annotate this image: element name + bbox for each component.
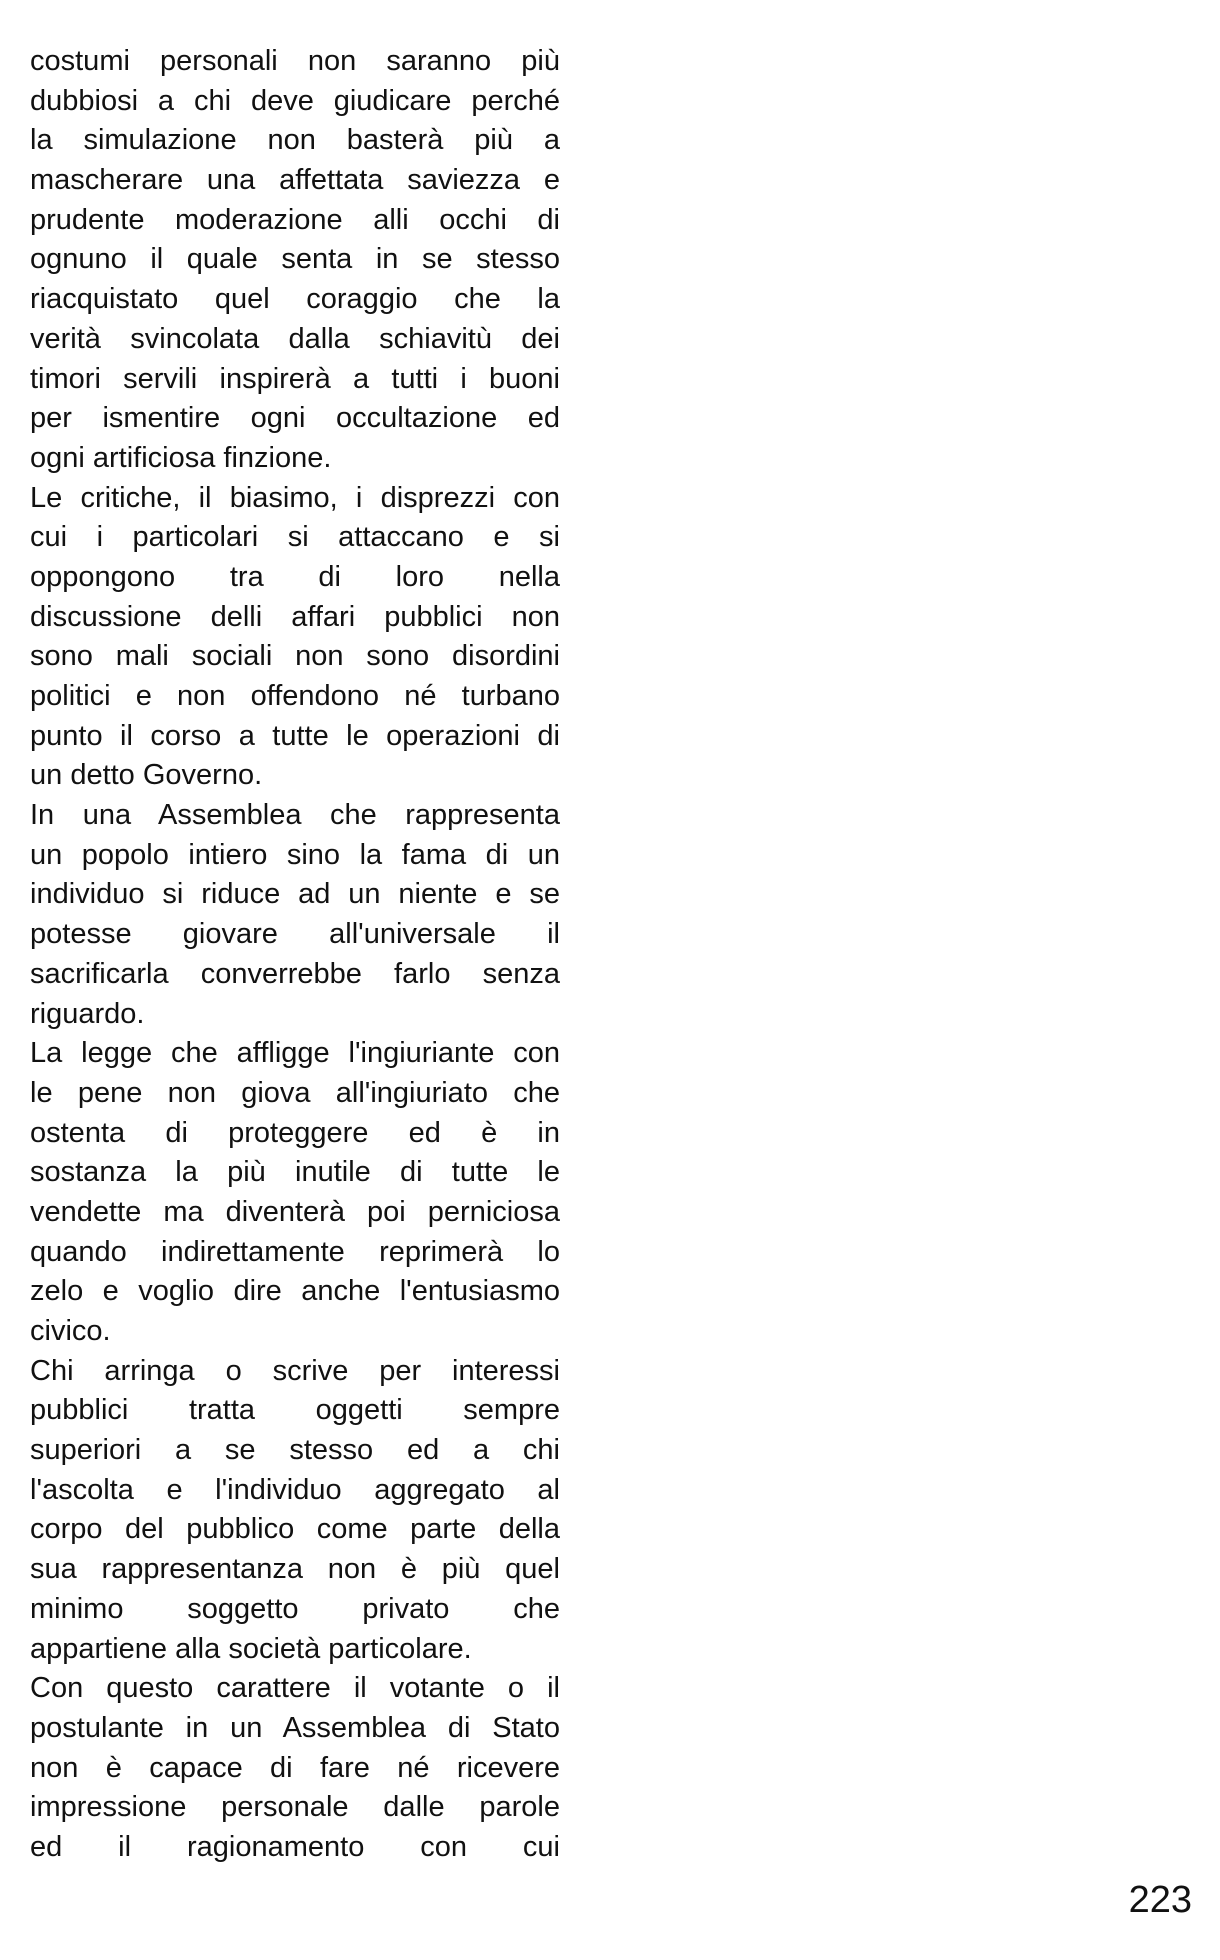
text-line: prudente moderazione alli occhi di bbox=[30, 203, 560, 236]
text-line: quando indirettamente reprimerà lo bbox=[30, 1235, 560, 1268]
text-line: postulante in un Assemblea di Stato bbox=[30, 1711, 560, 1744]
text-line: per ismentire ogni occultazione ed bbox=[30, 402, 560, 435]
text-line: appartiene alla società particolare. bbox=[30, 1632, 472, 1665]
text-line: non è capace di fare né ricevere bbox=[30, 1751, 560, 1784]
text-line: verità svincolata dalla schiavitù dei bbox=[30, 322, 560, 355]
text-line: sostanza la più inutile di tutte le bbox=[30, 1156, 560, 1189]
text-line: discussione delli affari pubblici non bbox=[30, 600, 560, 633]
page-number: 223 bbox=[1128, 1879, 1192, 1921]
text-line: sua rappresentanza non è più quel bbox=[30, 1553, 560, 1586]
text-line: un detto Governo. bbox=[30, 759, 263, 792]
text-line: In una Assemblea che rappresenta bbox=[30, 799, 560, 832]
text-line: civico. bbox=[30, 1315, 111, 1347]
text-line: oppongono tra di loro nella bbox=[30, 560, 560, 593]
text-line: sono mali sociali non sono disordini bbox=[30, 640, 560, 673]
text-line: timori servili inspirerà a tutti i buoni bbox=[30, 362, 560, 395]
text-line: corpo del pubblico come parte della bbox=[30, 1513, 560, 1546]
text-line: Le critiche, il biasimo, i disprezzi con bbox=[30, 481, 560, 514]
text-line: riguardo. bbox=[30, 997, 145, 1030]
text-line: dubbiosi a chi deve giudicare perché bbox=[30, 84, 560, 117]
text-line: politici e non offendono né turbano bbox=[30, 680, 560, 712]
text-line: ogni artificiosa finzione. bbox=[30, 441, 332, 474]
text-line: vendette ma diventerà poi perniciosa bbox=[30, 1195, 560, 1228]
text-line: minimo soggetto privato che bbox=[30, 1592, 560, 1625]
text-line: impressione personale dalle parole bbox=[30, 1791, 560, 1824]
text-line: cui i particolari si attaccano e si bbox=[30, 521, 560, 554]
text-line: individuo si riduce ad un niente e se bbox=[30, 878, 560, 911]
text-line: pubblici tratta oggetti sempre bbox=[30, 1394, 560, 1427]
text-line: Chi arringa o scrive per interessi bbox=[30, 1354, 560, 1387]
body-text bbox=[30, 42, 560, 1868]
text-line: zelo e voglio dire anche l'entusiasmo bbox=[30, 1275, 560, 1308]
text-line: punto il corso a tutte le operazioni di bbox=[30, 719, 560, 752]
text-line: La legge che affligge l'ingiuriante con bbox=[30, 1037, 560, 1070]
text-line: la simulazione non basterà più a bbox=[30, 124, 560, 157]
text-line: ognuno il quale senta in se stesso bbox=[30, 243, 560, 276]
text-line: potesse giovare all'universale il bbox=[30, 918, 560, 951]
text-line: costumi personali non saranno più bbox=[30, 45, 560, 77]
text-line: sacrificarla converrebbe farlo senza bbox=[30, 957, 560, 990]
text-line: un popolo intiero sino la fama di un bbox=[30, 838, 560, 871]
text-line: ed il ragionamento con cui bbox=[30, 1830, 560, 1863]
text-line: l'ascolta e l'individuo aggregato al bbox=[30, 1473, 560, 1506]
text-line: riacquistato quel coraggio che la bbox=[30, 283, 560, 316]
text-line: Con questo carattere il votante o il bbox=[30, 1672, 560, 1705]
text-line: superiori a se stesso ed a chi bbox=[30, 1434, 560, 1467]
text-line: mascherare una affettata saviezza e bbox=[30, 164, 560, 197]
text-line: le pene non giova all'ingiuriato che bbox=[30, 1076, 560, 1109]
text-line: ostenta di proteggere ed è in bbox=[30, 1116, 560, 1149]
